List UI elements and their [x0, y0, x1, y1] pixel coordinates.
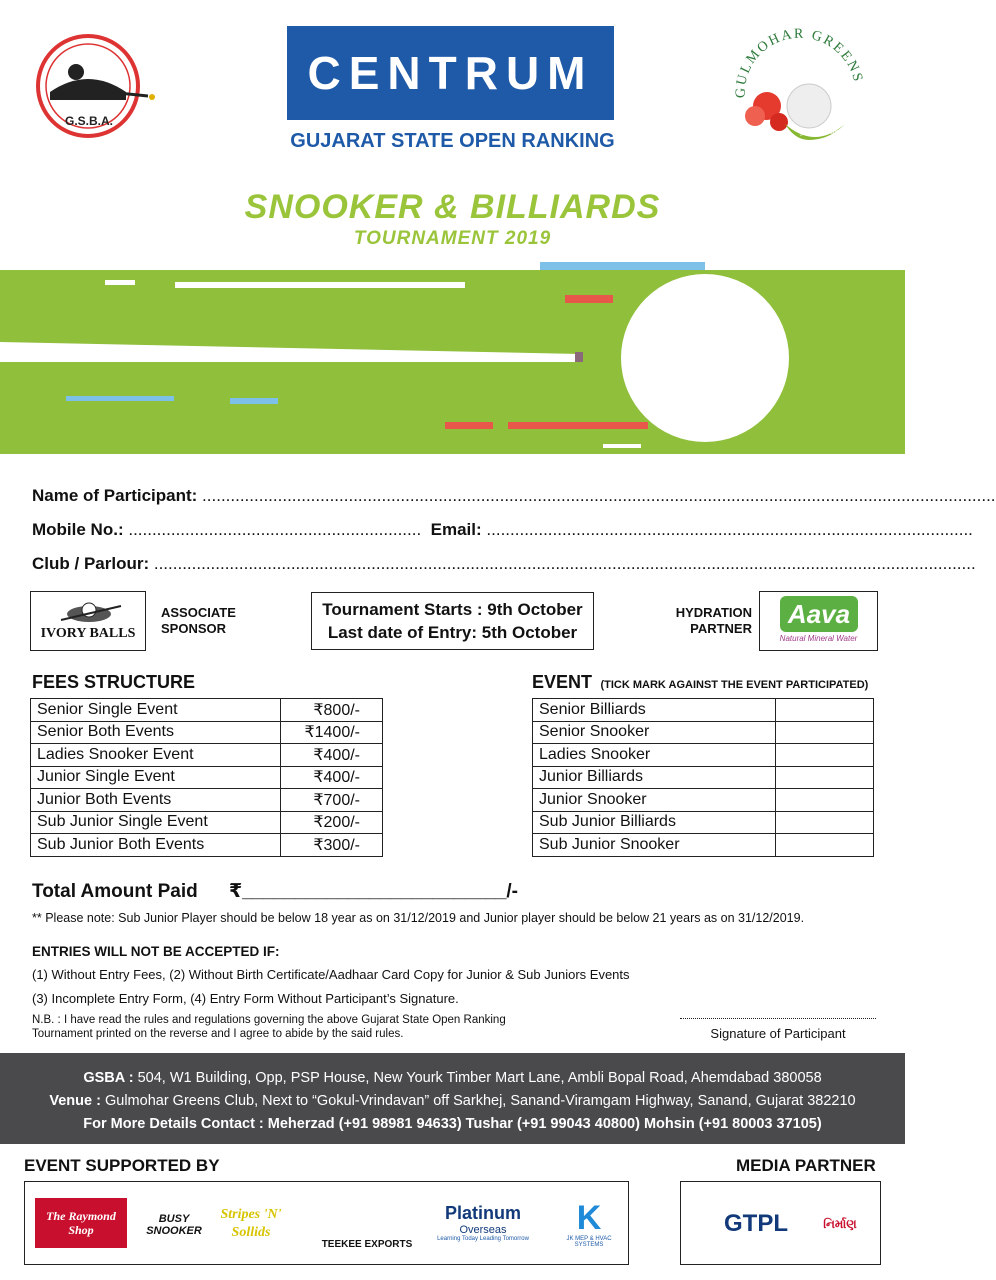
- event-tick-cell[interactable]: [776, 789, 874, 812]
- event-row: [533, 789, 874, 812]
- supported-by-title: EVENT SUPPORTED BY: [24, 1156, 220, 1175]
- jk-mep-text: JK MEP & HVAC SYSTEMS: [566, 1236, 612, 1248]
- rejection-line-2: (3) Incomplete Entry Form, (4) Entry Form Without Participant’s Signature.: [32, 991, 459, 1006]
- fee-row: [31, 766, 383, 789]
- associate-label-line1: ASSOCIATE: [161, 605, 236, 620]
- contact-band: [0, 1053, 905, 1144]
- tournament-start-date: Tournament Starts : 9th October: [322, 600, 583, 619]
- svg-text:GULMOHAR GREENS: GULMOHAR GREENS: [733, 28, 866, 99]
- fee-event-cell: Junior Both Events: [31, 789, 281, 812]
- event-tick-cell[interactable]: [776, 699, 874, 722]
- fee-amount-cell: ₹700/-: [281, 789, 383, 812]
- fee-row: [31, 834, 383, 857]
- email-dotted-line[interactable]: .......................................................................................................: [486, 520, 973, 539]
- banner-graphic: [0, 262, 905, 454]
- venue-label: Venue :: [49, 1093, 101, 1109]
- nirmana-logo: નિર્માણ: [823, 1216, 857, 1231]
- club-dotted-line[interactable]: ..............................................................................................................................................................................: [153, 554, 976, 573]
- stripes-n-sollids-logo: Stripes 'N' Sollids: [220, 1207, 282, 1240]
- associate-label-line2: SPONSOR: [161, 621, 227, 636]
- event-name-cell: Senior Snooker: [533, 721, 776, 744]
- gsba-address: 504, W1 Building, Opp, PSP House, New Yourk Timber Mart Lane, Ambli Bopal Road, Ahemdabad 380058: [137, 1070, 822, 1086]
- gsba-address-line: [0, 1067, 905, 1090]
- raymond-logo: The Raymond Shop: [35, 1198, 127, 1248]
- club-field[interactable]: [32, 554, 976, 574]
- signature-label: Signature of Participant: [710, 1026, 846, 1041]
- event-title: EVENT: [532, 672, 593, 692]
- ivory-balls-text: IVORY BALLS: [40, 626, 136, 641]
- name-field[interactable]: [32, 486, 996, 506]
- gsba-logo: [30, 30, 160, 140]
- media-partner-title: MEDIA PARTNER: [736, 1156, 876, 1175]
- k-letter-icon: K: [576, 1199, 602, 1237]
- mobile-email-row: [32, 520, 973, 540]
- rejection-line-1: (1) Without Entry Fees, (2) Without Birth Certificate/Aadhaar Card Copy for Junior & Sub Juniors Events: [32, 967, 630, 982]
- tournament-dates-box: [311, 592, 594, 650]
- fee-event-cell: Ladies Snooker Event: [31, 744, 281, 767]
- event-tick-cell[interactable]: [776, 721, 874, 744]
- fee-event-cell: Senior Both Events: [31, 721, 281, 744]
- club-label: Club / Parlour:: [32, 554, 150, 573]
- fee-row: [31, 744, 383, 767]
- hydration-partner-label: [672, 605, 752, 637]
- event-instruction: (TICK MARK AGAINST THE EVENT PARTICIPATED): [600, 679, 869, 691]
- fee-amount-cell: ₹1400/-: [281, 721, 383, 744]
- event-row: [533, 744, 874, 767]
- event-tick-cell[interactable]: [776, 766, 874, 789]
- platinum-tagline: Learning Today Leading Tomorrow: [437, 1235, 529, 1242]
- mobile-label: Mobile No.:: [32, 520, 124, 539]
- last-entry-date: Last date of Entry: 5th October: [327, 623, 578, 642]
- event-name-cell: Sub Junior Snooker: [533, 834, 776, 857]
- event-name-cell: Junior Snooker: [533, 789, 776, 812]
- aava-logo: [759, 591, 878, 651]
- hydration-label-line2: PARTNER: [690, 621, 752, 636]
- gtpl-logo: GTPL: [724, 1210, 788, 1237]
- fee-row: [31, 811, 383, 834]
- total-amount-field[interactable]: ₹_________________________/-: [229, 881, 518, 902]
- tournament-subtitle: TOURNAMENT 2019: [353, 228, 552, 249]
- associate-sponsor-label: [161, 605, 236, 637]
- event-row: [533, 721, 874, 744]
- platinum-overseas-logo: [421, 1194, 545, 1250]
- gulmohar-greens-logo: [725, 28, 875, 148]
- fee-row: [31, 789, 383, 812]
- fees-table: [30, 698, 383, 857]
- fee-event-cell: Sub Junior Both Events: [31, 834, 281, 857]
- ranking-subtitle: GUJARAT STATE OPEN RANKING: [290, 130, 615, 152]
- signature-line[interactable]: [680, 1018, 876, 1019]
- fee-amount-cell: ₹400/-: [281, 744, 383, 767]
- total-amount-row: [32, 880, 518, 903]
- tournament-title: SNOOKER & BILLIARDS: [244, 188, 661, 226]
- svg-text:golf & country club: golf & country club: [799, 128, 866, 136]
- teekee-exports-logo: TEEKEE EXPORTS: [321, 1239, 413, 1250]
- platinum-text: Platinum: [444, 1202, 521, 1223]
- name-label: Name of Participant:: [32, 486, 198, 505]
- contact-line: For More Details Contact : Meherzad (+91 98981 94633) Tushar (+91 99043 40800) Mohsin (+91 80003 37105): [83, 1116, 822, 1132]
- gsba-initials: G.S.B.A.: [64, 114, 113, 128]
- event-name-cell: Sub Junior Billiards: [533, 811, 776, 834]
- event-name-cell: Ladies Snooker: [533, 744, 776, 767]
- gsba-address-label: GSBA :: [83, 1070, 134, 1086]
- fee-row: [31, 699, 383, 722]
- fee-amount-cell: ₹300/-: [281, 834, 383, 857]
- venue-line: [0, 1090, 905, 1113]
- platinum-overseas-text: Overseas: [459, 1223, 507, 1236]
- jk-mep-logo: [555, 1194, 623, 1254]
- event-tick-cell[interactable]: [776, 744, 874, 767]
- aava-logo-text: Aava: [780, 596, 858, 632]
- event-tick-cell[interactable]: [776, 811, 874, 834]
- aava-logo-sub: Natural Mineral Water: [779, 634, 858, 643]
- event-name-cell: Senior Billiards: [533, 699, 776, 722]
- ivory-balls-logo: [30, 591, 146, 651]
- email-label: Email:: [430, 520, 482, 539]
- event-name-cell: Junior Billiards: [533, 766, 776, 789]
- fee-amount-cell: ₹200/-: [281, 811, 383, 834]
- fee-amount-cell: ₹400/-: [281, 766, 383, 789]
- total-amount-label: Total Amount Paid: [32, 881, 198, 902]
- event-heading: [532, 672, 868, 693]
- fee-event-cell: Senior Single Event: [31, 699, 281, 722]
- supporters-box: [24, 1181, 629, 1265]
- fees-structure-title: FEES STRUCTURE: [32, 672, 196, 692]
- fee-event-cell: Sub Junior Single Event: [31, 811, 281, 834]
- fee-event-cell: Junior Single Event: [31, 766, 281, 789]
- venue-address: Gulmohar Greens Club, Next to “Gokul-Vrindavan” off Sarkhej, Sanand-Viramgam Highway, Sanand, Gujarat 382210: [104, 1093, 856, 1109]
- hydration-label-line1: HYDRATION: [675, 605, 752, 620]
- fee-amount-cell: ₹800/-: [281, 699, 383, 722]
- event-table: [532, 698, 874, 857]
- centrum-logo: CENTRUM: [287, 26, 614, 120]
- age-note: ** Please note: Sub Junior Player should be below 18 year as on 31/12/2019 and Junior player should be below 21 years as on 31/12/2019.: [32, 911, 805, 925]
- busy-snooker-logo: BUSY SNOOKER: [146, 1213, 202, 1237]
- event-row: [533, 699, 874, 722]
- event-row: [533, 811, 874, 834]
- mobile-dotted-line[interactable]: ..............................................................: [128, 520, 422, 539]
- event-row: [533, 766, 874, 789]
- rejection-title: ENTRIES WILL NOT BE ACCEPTED IF:: [32, 944, 280, 959]
- media-partner-box: [680, 1181, 881, 1265]
- event-row: [533, 834, 874, 857]
- fee-row: [31, 721, 383, 744]
- nb-declaration: N.B. : I have read the rules and regulations governing the above Gujarat State Open Ranking Tournament printed on the reverse and I agree to abide by the said rules.: [32, 1014, 506, 1040]
- event-tick-cell[interactable]: [776, 834, 874, 857]
- name-dotted-line[interactable]: ........................................................................................................................................................................: [202, 486, 996, 505]
